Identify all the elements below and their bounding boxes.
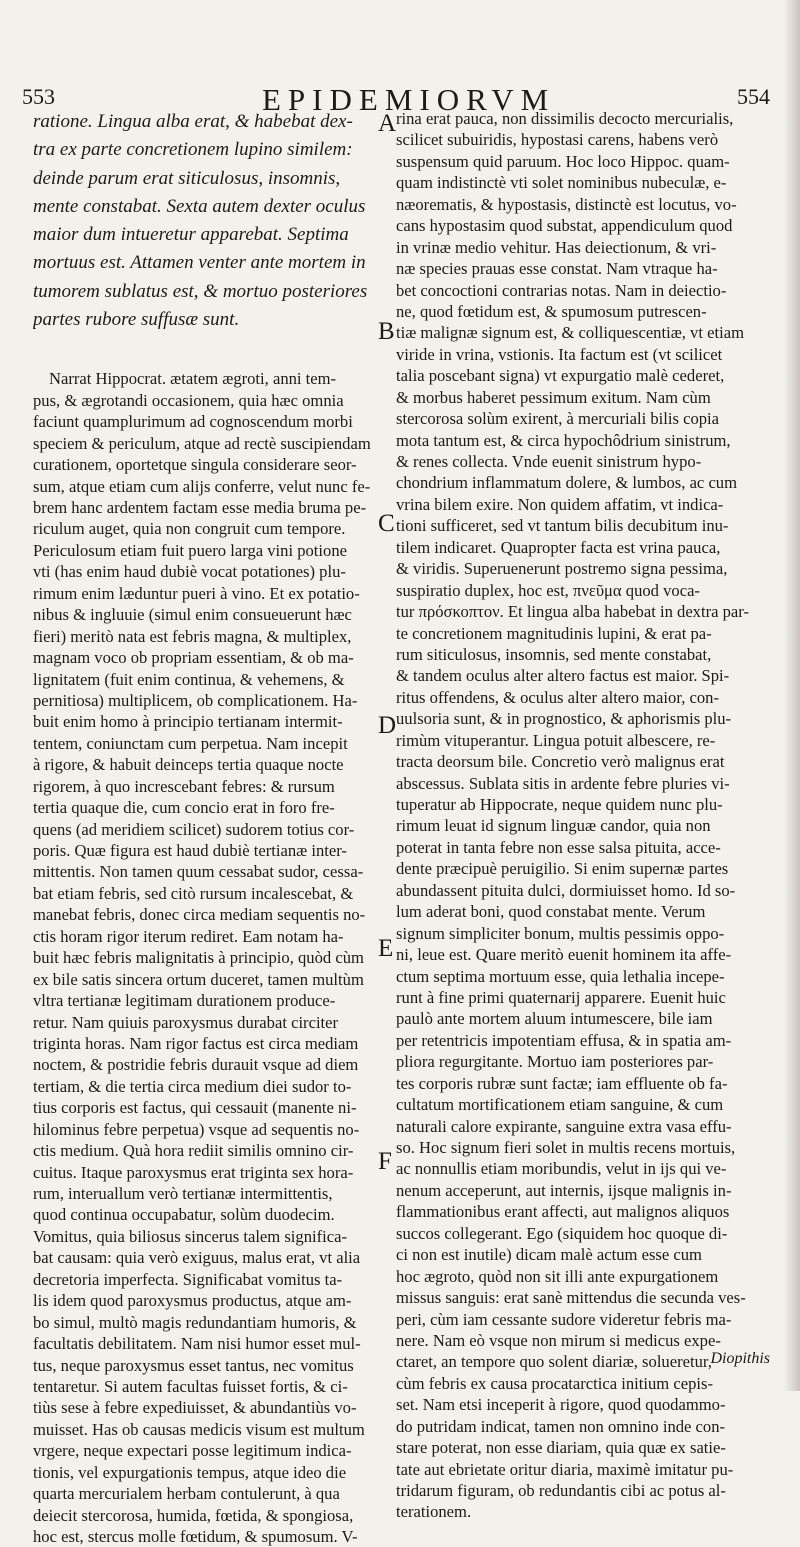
text-line: & renes collecta. Vnde euenit sinistrum hypo- (396, 452, 702, 471)
text-line: runt à fine primi quaternarij apparere. Euenit huic (396, 987, 726, 1007)
margin-letter-c: C (378, 510, 395, 537)
text-line: buit hæc febris malignitatis à principio, quòd cùm (33, 948, 364, 968)
text-line: næorematis, & hypostasis, distinctè est locutus, vo- (396, 194, 737, 214)
text-line: missus sanguis: erat sanè mittendus die secunda ves- (396, 1288, 746, 1308)
text-line: deiecit stercorosa, humida, fœtida, & spongiosa, (33, 1505, 354, 1525)
text-line: hoc ægroto, quòd non sit illi ante expurgationem (396, 1266, 719, 1286)
text-line: quens (ad meridiem scilicet) sudorem totius cor- (33, 819, 355, 839)
text-line: ex bile satis sincera ortum duceret, tamen multùm (33, 969, 364, 989)
text-line: quam indistinctè vti solet nominibus nubeculæ, e- (396, 173, 727, 193)
text-line: bo simul, multò magis redundantiam humoris, & (33, 1312, 357, 1332)
text-line: brem hanc ardentem factam esse media bruma pe- (33, 498, 367, 517)
commentary-text-left (33, 368, 373, 1547)
text-line: hoc est, stercus molle fœtidum, & spumosum. V- (33, 1527, 358, 1546)
text-line: partes rubore suffusæ sunt. (33, 309, 240, 331)
text-line: tius corporis est factus, qui cessauit (manente ni- (33, 1098, 357, 1118)
text-line: tuperatur ab Hippocrate, neque quidem nunc plu- (396, 795, 723, 814)
text-line: lum aderat boni, quod constabat mente. Verum (396, 902, 706, 922)
text-line: pliora regurgitante. Mortuo iam posteriores par- (396, 1052, 714, 1072)
text-line: ctis medium. Quà hora rediit similis omnino cir- (33, 1141, 354, 1161)
text-line: signum simpliciter bonum, multis pessimis oppo- (396, 923, 725, 943)
page-number-left: 553 (22, 84, 55, 109)
text-line: terationem. (396, 1502, 472, 1522)
text-line: ritus offendens, & oculus alter altero maior, con- (396, 687, 719, 707)
text-line: tioni sufficeret, sed vt tantum bilis decubitum inu- (396, 516, 729, 536)
text-line: tridarum figuram, ob redundantis cibi ac potus al- (396, 1481, 726, 1500)
text-line: næ species prauas esse constat. Nam vtraque ha- (396, 259, 718, 279)
text-line: dente præcipuè peruigilio. Si enim supernæ partes (396, 859, 729, 879)
text-line: Vomitus, quia biliosus sincerus talem significa- (33, 1226, 348, 1246)
text-line: triginta horas. Nam rigor factus est circa mediam (33, 1033, 359, 1053)
text-line: bet concoctioni contrarias notas. Nam in deiectio- (396, 280, 727, 300)
margin-letter-b: B (378, 318, 395, 345)
text-line: maior dum intueretur apparebat. Septima (33, 224, 349, 246)
text-line: scilicet subuiridis, hypostasi carens, habens verò (396, 130, 719, 150)
text-line: abscessus. Sublata sitis in ardente febre pluries vi- (396, 773, 730, 793)
text-line: hilominus febre perpetua) vsque ad sequentis no- (33, 1119, 360, 1139)
text-line: rigorem, à quo increscebant febres: & rursum (33, 776, 335, 796)
right-column (396, 108, 769, 1523)
text-line: rimum enim læduntur pueri à vino. Et ex potatio- (33, 583, 360, 603)
text-line: Narrat Hippocrat. ætatem ægroti, anni tem- (49, 369, 337, 389)
text-line: ne, quod fœtidum est, & spumosum putrescen- (396, 301, 707, 321)
text-line: à rigore, & habuit deinceps tertia quaque nocte (33, 755, 344, 775)
text-line: stercorosa solùm exirent, à mercuriali bilis copia (396, 409, 720, 429)
text-line: set. Nam etsi inceperit à rigore, quod quodammo- (396, 1395, 726, 1415)
text-line: bat causam: quia verò exiguus, malus erat, vt alia (33, 1248, 361, 1268)
text-line: tentem, coniunctam cum perpetua. Nam incepit (33, 733, 348, 753)
text-line: do putridam indicat, tamen non omnino inde con- (396, 1416, 726, 1436)
text-line: so. Hoc signum fieri solet in multis recens mortuis, (396, 1138, 736, 1157)
text-line: tilem indicaret. Quapropter facta est vrina pauca, (396, 537, 721, 557)
text-line: vti (has enim haud dubiè vocat potationes) plu- (33, 562, 346, 582)
text-line: lis idem quod paroxysmus productus, atque am- (33, 1291, 352, 1311)
quoted-case-text (33, 108, 373, 334)
text-line: facultatis debilitatem. Nam nisi humor esset mul- (33, 1334, 361, 1354)
text-line: cuitus. Itaque paroxysmus erat triginta sex hora- (33, 1162, 354, 1182)
margin-letter-f: F (378, 1148, 392, 1175)
text-line: mortuus est. Attamen venter ante mortem in (33, 252, 366, 274)
text-line: stare poterat, non esse diariam, quia quæ ex satie- (396, 1438, 726, 1458)
text-line: tionis, vel expurgationis tempus, atque ideo die (33, 1462, 347, 1482)
text-line: quarta mercurialem herbam contulerunt, à qua (33, 1484, 340, 1504)
text-line: magnam voco ob propriam essentiam, & ob ma- (33, 648, 354, 668)
text-line: chondrium inflammatum dolere, & lumbos, ac cum (396, 473, 738, 493)
text-line: noctem, & postridie febris durauit vsque ad diem (33, 1055, 359, 1075)
text-line: faciunt quamplurimum ad cognoscendum morbi (33, 412, 353, 432)
text-line: te concretionem magnitudinis lupini, & erat pa- (396, 623, 712, 643)
text-line: tracta deorsum bile. Concretio verò malignus erat (396, 752, 725, 772)
text-line: & morbus haberet pessimum exitum. Nam cùm (396, 387, 711, 407)
text-line: rimùm vituperantur. Lingua potuit albescere, re- (396, 730, 716, 750)
text-line: retur. Nam quiuis paroxysmus durabat circiter (33, 1012, 339, 1032)
text-line: mittentis. Non tamen quum cessabat sudor, cessa- (33, 862, 364, 882)
text-line: tus, neque paroxysmus esset tantus, nec vomitus (33, 1355, 354, 1375)
text-line: & viridis. Superuenerunt postremo signa pessima, (396, 559, 728, 579)
text-line: rum siticulosus, insomnis, sed mente constabat, (396, 644, 712, 664)
text-line: ci non est inutile) dicam malè actum esse cum (396, 1245, 702, 1265)
text-line: per retentricis impotentiam effusa, & in spatia am- (396, 1030, 732, 1050)
text-line: talia poscebant signa) vt expurgatio malè cederet, (396, 366, 725, 386)
text-line: mota tantum est, & circa hypochôdrium sinistrum, (396, 430, 731, 450)
text-line: naturali calore expirante, sanguine extra vasa effu- (396, 1116, 732, 1136)
text-line: tate aut ebrietate oritur diaria, maximè imitatur pu- (396, 1459, 734, 1479)
catchword: Diopithis (710, 1350, 770, 1367)
text-line: vltra tertianæ legitimam durationem produce- (33, 991, 336, 1011)
text-line: ni, leue est. Quare meritò euenit hominem ita affe- (396, 945, 732, 965)
text-line: peri, cùm iam cessante sudore videretur febris ma- (396, 1309, 732, 1329)
text-line: paulò ante mortem aluum intumescere, bile iam (396, 1009, 713, 1029)
text-line: suspensum quid paruum. Hoc loco Hippoc. quam- (396, 151, 730, 171)
text-line: rina erat pauca, non dissimilis decocto mercurialis, (396, 109, 734, 128)
text-line: muisset. Has ob causas medicis visum est multum (33, 1419, 365, 1439)
text-line: buit enim homo à principio tertianam intermit- (33, 712, 343, 732)
left-column (33, 108, 373, 1547)
margin-letter-a: A (378, 110, 397, 137)
text-line: tumorem sublatus est, & mortuo posteriores (33, 280, 368, 302)
text-line: speciem & periculum, atque ad rectè suscipiendam (33, 433, 371, 453)
text-line: ctum septima mortuum esse, quia lethalia incepe- (396, 966, 725, 986)
text-line: tur πρόσκοπτον. Et lingua alba habebat in dextra par- (396, 602, 750, 622)
text-line: rimum leuat id signum linguæ candor, quia non (396, 816, 711, 836)
text-line: bat etiam febris, sed citò rursum incalescebat, & (33, 883, 354, 903)
text-line: cans hypostasim quod substat, appendiculum quod (396, 216, 733, 236)
text-line: flammationibus erant affecti, aut malignos aliquos (396, 1202, 730, 1222)
text-line: ctaret, an tempore quo solent diariæ, solueretur, (396, 1352, 712, 1372)
page-number-right: 554 (737, 84, 770, 109)
text-line: quod continua occupabatur, solùm duodecim. (33, 1205, 335, 1225)
text-line: tiùs sese à febre expediuisset, & abundantiùs vo- (33, 1398, 357, 1418)
text-line: succos collegerant. Ego (siquidem hoc quoque di- (396, 1223, 728, 1243)
text-line: rum, interuallum verò tertianæ intermittentis, (33, 1184, 333, 1203)
text-line: lignitatem (fuit enim continua, & vehemens, & (33, 669, 345, 689)
text-line: tentaretur. Si autem facultas fuisset fortis, & ci- (33, 1376, 348, 1396)
text-line: viride in vrina, vstionis. Ita factum est (vt scilicet (396, 344, 723, 364)
text-line: poris. Quæ figura est haud dubiè tertianæ inter- (33, 841, 347, 860)
text-line: pus, & ægrotandi occasionem, quia hæc omnia (33, 390, 344, 410)
text-line: in vrinæ medio vehitur. Has deiectionum, & vri- (396, 237, 717, 257)
text-line: tertiam, & die tertia circa medium diei sudor to- (33, 1076, 352, 1096)
commentary-text-right (396, 108, 769, 1523)
text-line: decretoria imperfecta. Significabat vomitus ta- (33, 1269, 343, 1289)
text-line: nibus & ingluuie (simul enim consueuerunt hæc (33, 605, 352, 625)
text-line: ac nonnullis etiam moribundis, velut in ijs qui ve- (396, 1159, 727, 1179)
text-line: uulsoria sunt, & in prognostico, & aphorismis plu- (396, 709, 732, 729)
text-line: suspiratio duplex, hoc est, πνεῦμα quod voca- (396, 580, 700, 600)
running-title: EPIDEMIORVM (262, 82, 556, 117)
text-line: tertia quaque die, cum concio erat in foro fre- (33, 798, 335, 818)
text-line: Periculosum etiam fuit puero larga vini potione (33, 540, 347, 560)
text-line: tiæ malignæ signum est, & colliquescentiæ, vt etiam (396, 323, 744, 343)
text-line: tra ex parte concretionem lupino similem: (33, 139, 353, 161)
text-line: ratione. Lingua alba erat, & habebat dex- (33, 111, 353, 132)
margin-letter-e: E (378, 935, 394, 962)
text-line: nere. Nam eò vsque non mirum si medicus expe- (396, 1330, 721, 1350)
text-line: fieri) meritò nata est febris magna, & multiplex, (33, 626, 352, 646)
text-line: manebat febris, donec circa mediam sequentis no- (33, 905, 366, 925)
text-line: sum, atque etiam cum alijs conferre, velut nunc fe- (33, 476, 371, 496)
text-line: cultatum mortificationem etiam sanguine, & cum (396, 1095, 724, 1115)
text-line: riculum auget, quia non congruit cum tempore. (33, 519, 346, 539)
paragraph-gap (33, 334, 373, 368)
text-line: vrina bilem exire. Non quidem affatim, vt indica- (396, 494, 724, 514)
text-line: cùm febris ex causa procatarctica initium cepis- (396, 1373, 713, 1393)
text-line: & tandem oculus alter altero factus est maior. Spi- (396, 666, 730, 686)
margin-letter-d: D (378, 712, 397, 739)
text-line: abundassent pituita dulci, dormiuisset homo. Id so- (396, 880, 736, 900)
text-line: curationem, oportetque singula considerare seor- (33, 455, 357, 475)
text-line: poterat in tanta febre non esse salsa pituita, acce- (396, 837, 721, 857)
page-gutter-shadow (784, 0, 800, 1391)
text-line: pernitiosa) multiplicem, ob complicationem. Ha- (33, 690, 358, 710)
text-line: tes corporis rubræ sunt factæ; iam effluente ob fa- (396, 1073, 728, 1093)
text-line: deinde parum erat siticulosus, insomnis, (33, 167, 341, 189)
text-line: nenum acceperunt, aut internis, ijsque malignis in- (396, 1180, 732, 1200)
text-line: vrgere, neque expectari posse legitimum indica- (33, 1441, 352, 1461)
text-line: ctis horam rigor iterum rediret. Eam notam ha- (33, 926, 344, 946)
text-line: mente constabat. Sexta autem dexter oculus (33, 195, 366, 217)
